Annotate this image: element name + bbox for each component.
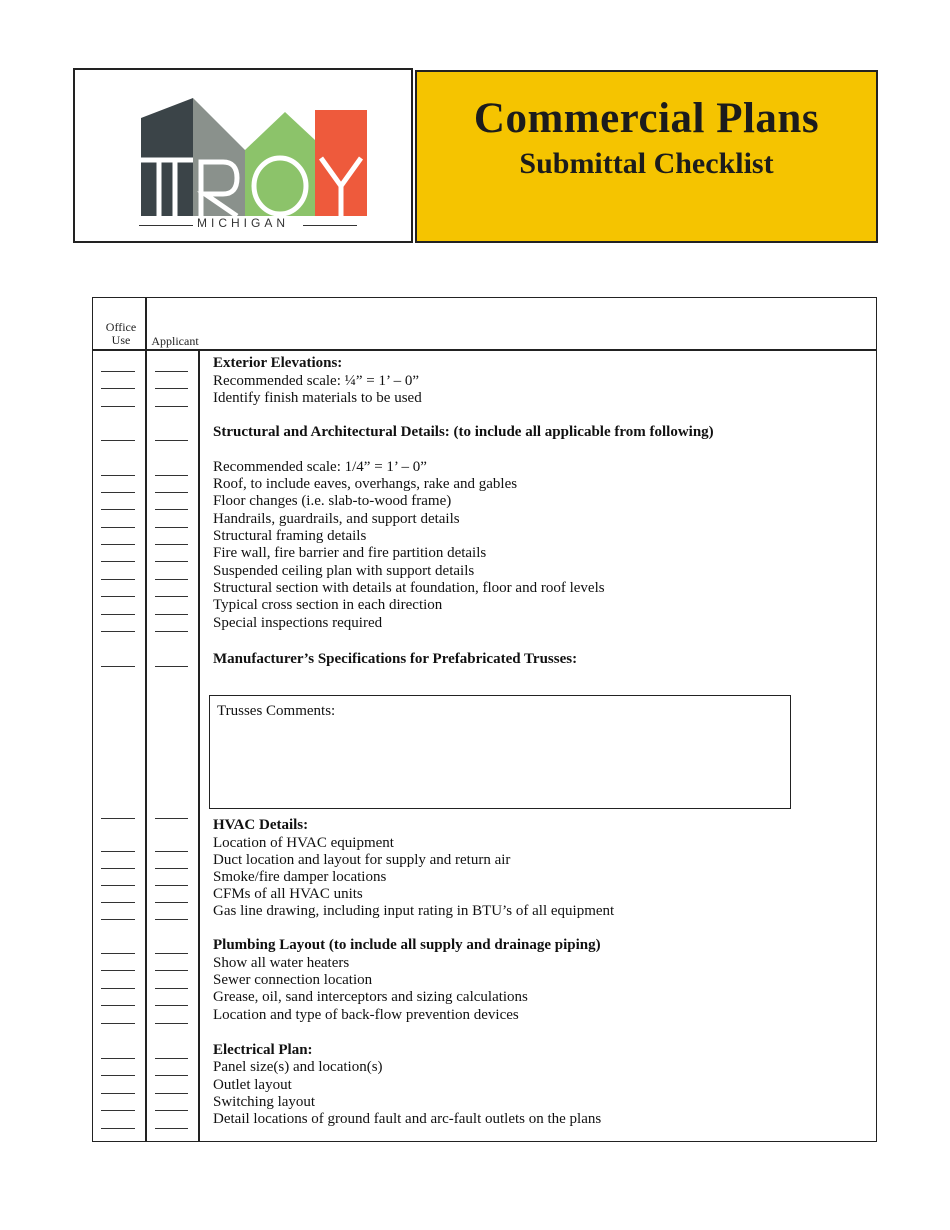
column-header-office: Office Use xyxy=(105,320,137,347)
checklist-item: Roof, to include eaves, overhangs, rake and gables xyxy=(213,476,518,492)
column-header-applicant: Applicant xyxy=(151,334,199,348)
office-use-check-line[interactable] xyxy=(101,919,135,920)
applicant-check-line[interactable] xyxy=(155,1005,188,1006)
office-use-check-line[interactable] xyxy=(101,868,135,869)
checklist-item: Structural section with details at foundation, floor and roof levels xyxy=(213,580,605,596)
applicant-check-line[interactable] xyxy=(155,561,188,562)
logo-rule-right xyxy=(303,225,357,226)
office-use-check-line[interactable] xyxy=(101,1075,135,1076)
applicant-check-line[interactable] xyxy=(155,1058,188,1059)
office-use-check-line[interactable] xyxy=(101,509,135,510)
office-use-check-line[interactable] xyxy=(101,371,135,372)
checklist-item: Special inspections required xyxy=(213,615,383,631)
applicant-check-line[interactable] xyxy=(155,970,188,971)
office-use-check-line[interactable] xyxy=(101,561,135,562)
applicant-check-line[interactable] xyxy=(155,527,188,528)
header-row-divider xyxy=(92,349,877,351)
office-use-check-line[interactable] xyxy=(101,475,135,476)
checklist-item: Handrails, guardrails, and support details xyxy=(213,511,460,527)
logo-panel xyxy=(73,68,413,243)
applicant-check-line[interactable] xyxy=(155,544,188,545)
office-use-check-line[interactable] xyxy=(101,1110,135,1111)
checklist-item: Detail locations of ground fault and arc-fault outlets on the plans xyxy=(213,1111,602,1127)
applicant-check-line[interactable] xyxy=(155,371,188,372)
checklist-item: Sewer connection location xyxy=(213,972,373,988)
office-use-check-line[interactable] xyxy=(101,1093,135,1094)
section-heading-exterior: Exterior Elevations: xyxy=(213,355,343,371)
logo-region-text: MICHIGAN xyxy=(197,216,289,230)
checklist-item: Typical cross section in each direction xyxy=(213,597,443,613)
applicant-check-line[interactable] xyxy=(155,388,188,389)
applicant-check-line[interactable] xyxy=(155,596,188,597)
checklist-item: Grease, oil, sand interceptors and sizing calculations xyxy=(213,989,528,1005)
applicant-check-line[interactable] xyxy=(155,885,188,886)
applicant-check-line[interactable] xyxy=(155,1023,188,1024)
checklist-item: Structural framing details xyxy=(213,528,367,544)
checklist-item: Location and type of back-flow prevention devices xyxy=(213,1007,519,1023)
applicant-check-line[interactable] xyxy=(155,818,188,819)
office-use-check-line[interactable] xyxy=(101,527,135,528)
applicant-check-line[interactable] xyxy=(155,953,188,954)
applicant-check-line[interactable] xyxy=(155,1128,188,1129)
checklist-item: Floor changes (i.e. slab-to-wood frame) xyxy=(213,493,452,509)
page-subtitle: Submittal Checklist xyxy=(519,147,774,180)
checklist-item: Switching layout xyxy=(213,1094,316,1110)
checklist-item: Suspended ceiling plan with support details xyxy=(213,563,475,579)
office-use-check-line[interactable] xyxy=(101,970,135,971)
checklist-item: Panel size(s) and location(s) xyxy=(213,1059,383,1075)
office-use-check-line[interactable] xyxy=(101,579,135,580)
checklist-item: Location of HVAC equipment xyxy=(213,835,394,851)
checklist-item: Identify finish materials to be used xyxy=(213,390,422,406)
office-use-check-line[interactable] xyxy=(101,885,135,886)
checklist-item: Smoke/fire damper locations xyxy=(213,869,387,885)
checklist-item: Show all water heaters xyxy=(213,955,350,971)
applicant-check-line[interactable] xyxy=(155,509,188,510)
applicant-check-line[interactable] xyxy=(155,988,188,989)
applicant-check-line[interactable] xyxy=(155,614,188,615)
applicant-check-line[interactable] xyxy=(155,919,188,920)
applicant-check-line[interactable] xyxy=(155,1110,188,1111)
page-title: Commercial Plans xyxy=(473,95,820,142)
section-heading-structural: Structural and Architectural Details: (to include all applicable from following) xyxy=(213,424,714,440)
office-use-check-line[interactable] xyxy=(101,666,135,667)
applicant-check-line[interactable] xyxy=(155,1075,188,1076)
section-heading-plumbing: Plumbing Layout (to include all supply and drainage piping) xyxy=(213,937,601,953)
applicant-check-line[interactable] xyxy=(155,851,188,852)
checklist-item: Outlet layout xyxy=(213,1077,292,1093)
office-use-check-line[interactable] xyxy=(101,631,135,632)
checklist-item: Fire wall, fire barrier and fire partition details xyxy=(213,545,487,561)
applicant-check-line[interactable] xyxy=(155,666,188,667)
applicant-check-line[interactable] xyxy=(155,492,188,493)
office-use-check-line[interactable] xyxy=(101,818,135,819)
trusses-comments-label: Trusses Comments: xyxy=(217,703,336,719)
column-divider-office xyxy=(145,297,147,1142)
office-use-check-line[interactable] xyxy=(101,388,135,389)
checklist-item: Gas line drawing, including input rating in BTU’s of all equipment xyxy=(213,903,615,919)
office-use-check-line[interactable] xyxy=(101,440,135,441)
office-use-check-line[interactable] xyxy=(101,596,135,597)
trusses-comments-box[interactable] xyxy=(209,695,791,809)
applicant-check-line[interactable] xyxy=(155,902,188,903)
applicant-check-line[interactable] xyxy=(155,475,188,476)
checklist-item: CFMs of all HVAC units xyxy=(213,886,363,902)
office-use-check-line[interactable] xyxy=(101,614,135,615)
column-divider-applicant xyxy=(198,350,200,1142)
office-use-check-line[interactable] xyxy=(101,1023,135,1024)
office-use-check-line[interactable] xyxy=(101,902,135,903)
office-use-check-line[interactable] xyxy=(101,1005,135,1006)
applicant-check-line[interactable] xyxy=(155,868,188,869)
office-use-check-line[interactable] xyxy=(101,953,135,954)
checklist-item: Duct location and layout for supply and return air xyxy=(213,852,511,868)
section-heading-trusses: Manufacturer’s Specifications for Prefabricated Trusses: xyxy=(213,651,578,667)
office-use-check-line[interactable] xyxy=(101,988,135,989)
section-heading-electrical: Electrical Plan: xyxy=(213,1042,313,1058)
checklist-item: Recommended scale: 1/4” = 1’ – 0” xyxy=(213,459,427,475)
logo-house-dark xyxy=(141,98,193,216)
checklist-item: Recommended scale: ¼” = 1’ – 0” xyxy=(213,373,420,389)
office-use-check-line[interactable] xyxy=(101,544,135,545)
office-use-check-line[interactable] xyxy=(101,406,135,407)
applicant-check-line[interactable] xyxy=(155,440,188,441)
applicant-check-line[interactable] xyxy=(155,631,188,632)
office-use-check-line[interactable] xyxy=(101,851,135,852)
applicant-check-line[interactable] xyxy=(155,1093,188,1094)
section-heading-hvac: HVAC Details: xyxy=(213,817,309,833)
applicant-check-line[interactable] xyxy=(155,579,188,580)
office-use-check-line[interactable] xyxy=(101,492,135,493)
office-use-check-line[interactable] xyxy=(101,1128,135,1129)
title-panel xyxy=(415,70,878,243)
office-use-check-line[interactable] xyxy=(101,1058,135,1059)
applicant-check-line[interactable] xyxy=(155,406,188,407)
